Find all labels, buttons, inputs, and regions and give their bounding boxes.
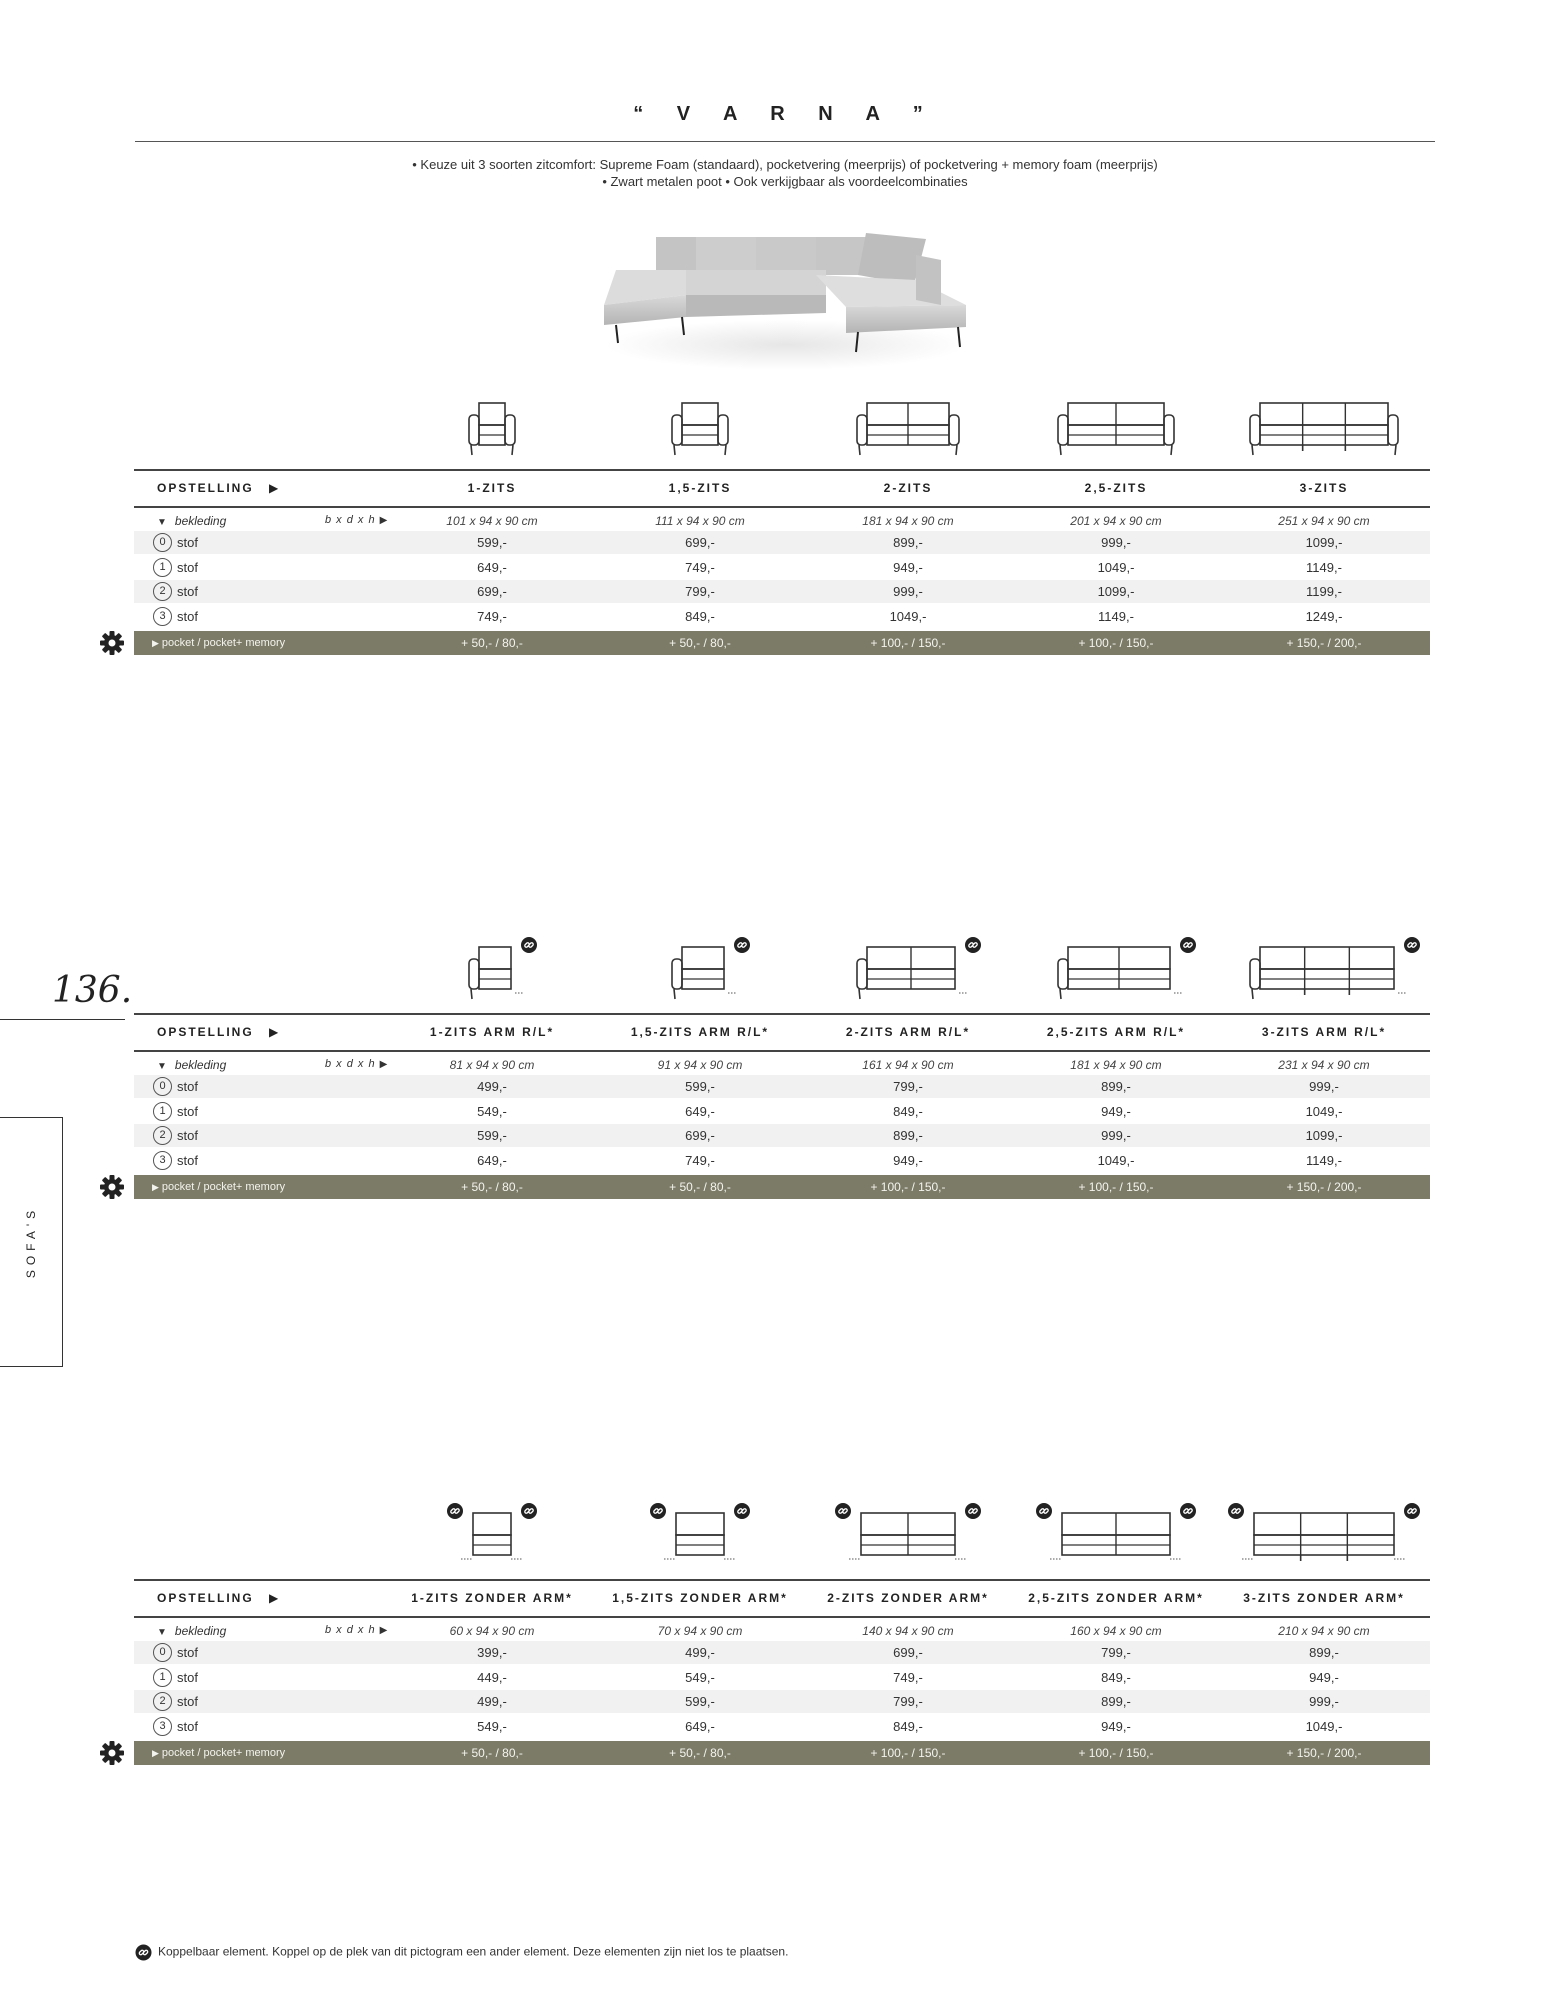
triangle-right-icon: ▶ <box>379 515 389 526</box>
column-header: 2,5-ZITS ARM R/L* <box>1046 1025 1186 1039</box>
link-icon <box>521 937 537 953</box>
price-cell: 899,- <box>893 535 923 550</box>
price-cell: 999,- <box>1309 1079 1339 1094</box>
price-cell: 1049,- <box>1097 1152 1135 1168</box>
price-cell: 399,- <box>477 1645 507 1660</box>
pocket-price: + 100,- / 150,- <box>870 1180 946 1194</box>
dimension-value: 140 x 94 x 90 cm <box>862 1624 954 1638</box>
price-cell: 1049,- <box>1097 559 1135 575</box>
dimension-value: 60 x 94 x 90 cm <box>449 1624 535 1638</box>
price-cell: 699,- <box>893 1645 923 1660</box>
sofa-outline-icon <box>444 937 540 1012</box>
dimension-value: 181 x 94 x 90 cm <box>862 514 954 528</box>
footnote <box>135 1944 788 1961</box>
link-icon <box>835 1503 851 1519</box>
sofa-outline-icon <box>1225 1503 1423 1578</box>
dimension-label: b x d x h ▶ <box>325 1624 389 1636</box>
column-header: 1-ZITS ARM R/L* <box>429 1025 555 1039</box>
price-cell: 949,- <box>1309 1669 1339 1685</box>
grade-badge: 1 <box>153 1668 172 1687</box>
sofa-outline-icon <box>832 393 984 468</box>
sofa-outline-icon <box>1033 1503 1199 1578</box>
sofa-outline-icon <box>1033 393 1199 468</box>
sofa-photo <box>596 225 976 375</box>
dimension-label: b x d x h ▶ <box>325 514 389 526</box>
price-cell: 499,- <box>477 1079 507 1094</box>
pocket-label: ▶ pocket / pocket+ memory <box>152 1747 286 1759</box>
price-cell: 999,- <box>1101 1128 1131 1144</box>
header-bottom-rule <box>134 1050 1430 1052</box>
link-icon <box>135 1944 152 1961</box>
dimension-value: 70 x 94 x 90 cm <box>657 1624 743 1638</box>
price-cell: 1099,- <box>1305 1128 1343 1144</box>
pocket-price: + 50,- / 80,- <box>669 1746 731 1760</box>
price-cell: 1049,- <box>889 608 927 624</box>
dimension-value: 201 x 94 x 90 cm <box>1070 514 1162 528</box>
triangle-right-icon: ▶ <box>152 1748 159 1758</box>
grade-badge: 3 <box>153 607 172 626</box>
price-cell: 849,- <box>685 608 715 624</box>
column-header: 1-ZITS ZONDER ARM* <box>411 1591 573 1605</box>
grade-badge: 2 <box>153 1692 172 1711</box>
price-cell: 749,- <box>685 559 715 575</box>
price-cell: 599,- <box>685 1694 715 1710</box>
header-bottom-rule <box>134 1616 1430 1618</box>
column-header: 2,5-ZITS ZONDER ARM* <box>1028 1591 1204 1605</box>
column-header: 2-ZITS <box>883 481 933 495</box>
triangle-right-icon: ▶ <box>152 1182 159 1192</box>
price-cell: 649,- <box>477 559 507 575</box>
dimension-value: 231 x 94 x 90 cm <box>1278 1058 1370 1072</box>
pocket-price: + 50,- / 80,- <box>669 636 731 650</box>
pocket-price: + 50,- / 80,- <box>461 1746 523 1760</box>
sofa-outline-icon <box>647 1503 753 1578</box>
price-cell: 499,- <box>685 1645 715 1660</box>
dimension-value: 160 x 94 x 90 cm <box>1070 1624 1162 1638</box>
sofa-outline-icon <box>444 1503 540 1578</box>
dimension-label: b x d x h ▶ <box>325 1058 389 1070</box>
column-header: 3-ZITS <box>1299 481 1349 495</box>
link-icon <box>521 1503 537 1519</box>
sofa-outline-icon <box>1225 393 1423 468</box>
price-cell: 1099,- <box>1097 584 1135 600</box>
price-cell: 1099,- <box>1305 535 1343 550</box>
triangle-right-icon: ▶ <box>269 1025 281 1039</box>
price-cell: 599,- <box>685 1079 715 1094</box>
column-header: 2,5-ZITS <box>1084 481 1148 495</box>
pocket-price: + 150,- / 200,- <box>1286 636 1362 650</box>
grade-badge: 3 <box>153 1151 172 1170</box>
link-icon <box>447 1503 463 1519</box>
sofa-outline-icon <box>832 937 984 1012</box>
triangle-right-icon: ▶ <box>152 638 159 648</box>
price-cell: 949,- <box>1101 1718 1131 1734</box>
link-icon <box>1036 1503 1052 1519</box>
pocket-price: + 100,- / 150,- <box>1078 1180 1154 1194</box>
link-icon <box>1180 1503 1196 1519</box>
column-header: 1-ZITS <box>467 481 517 495</box>
price-cell: 749,- <box>685 1152 715 1168</box>
dimension-value: 161 x 94 x 90 cm <box>862 1058 954 1072</box>
stof-label: stof <box>177 1645 198 1660</box>
sofa-outline-icon <box>1033 937 1199 1012</box>
price-cell: 599,- <box>477 535 507 550</box>
price-cell: 849,- <box>893 1718 923 1734</box>
price-cell: 999,- <box>893 584 923 600</box>
price-cell: 749,- <box>893 1669 923 1685</box>
grade-badge: 2 <box>153 1126 172 1145</box>
price-cell: 899,- <box>1309 1645 1339 1660</box>
price-cell: 1149,- <box>1098 608 1134 624</box>
price-cell: 949,- <box>893 1152 923 1168</box>
features-line-2: • Zwart metalen poot • Ook verkijgbaar als voordeelcombinaties <box>602 174 968 189</box>
column-header: 1,5-ZITS ARM R/L* <box>630 1025 770 1039</box>
link-icon <box>1404 1503 1420 1519</box>
price-cell: 1049,- <box>1305 1718 1343 1734</box>
sofa-outline-icon <box>647 937 753 1012</box>
stof-label: stof <box>177 1718 198 1734</box>
triangle-down-icon: ▼ <box>157 1061 167 1072</box>
stof-label: stof <box>177 559 198 575</box>
stof-label: stof <box>177 1128 198 1144</box>
pocket-price: + 50,- / 80,- <box>461 1180 523 1194</box>
price-cell: 949,- <box>893 559 923 575</box>
stof-label: stof <box>177 1079 198 1094</box>
page-number: 136. <box>52 970 133 1011</box>
link-icon <box>734 1503 750 1519</box>
price-cell: 499,- <box>477 1694 507 1710</box>
pocket-price: + 100,- / 150,- <box>870 1746 946 1760</box>
features-text <box>135 156 1435 190</box>
link-icon <box>965 937 981 953</box>
stof-label: stof <box>177 1103 198 1119</box>
link-icon <box>1404 937 1420 953</box>
header-top-rule <box>134 1579 1430 1581</box>
pocket-label: ▶ pocket / pocket+ memory <box>152 637 286 649</box>
price-cell: 549,- <box>477 1103 507 1119</box>
price-cell: 749,- <box>477 608 507 624</box>
grade-badge: 0 <box>153 533 172 552</box>
column-header: 3-ZITS ARM R/L* <box>1261 1025 1387 1039</box>
stof-label: stof <box>177 1669 198 1685</box>
opstelling-label: OPSTELLING ▶ <box>157 1025 281 1039</box>
dimension-value: 81 x 94 x 90 cm <box>449 1058 535 1072</box>
price-cell: 549,- <box>477 1718 507 1734</box>
gear-icon <box>99 1740 125 1766</box>
price-cell: 799,- <box>685 584 715 600</box>
gear-icon <box>99 630 125 656</box>
price-cell: 1149,- <box>1306 559 1342 575</box>
price-cell: 999,- <box>1309 1694 1339 1710</box>
grade-badge: 3 <box>153 1717 172 1736</box>
footnote-text: Koppelbaar element. Koppel op de plek van dit pictogram een ander element. Deze elementen zijn niet los te plaatsen. <box>158 1944 789 1959</box>
dimension-value: 210 x 94 x 90 cm <box>1278 1624 1370 1638</box>
price-cell: 1199,- <box>1306 584 1342 600</box>
price-cell: 799,- <box>893 1694 923 1710</box>
bekleding-label: ▼ bekleding <box>157 1058 227 1072</box>
price-cell: 649,- <box>685 1718 715 1734</box>
triangle-down-icon: ▼ <box>157 517 167 528</box>
header-top-rule <box>134 469 1430 471</box>
grade-badge: 0 <box>153 1643 172 1662</box>
price-cell: 1149,- <box>1306 1152 1342 1168</box>
price-cell: 899,- <box>1101 1079 1131 1094</box>
column-header: 2-ZITS ZONDER ARM* <box>827 1591 989 1605</box>
stof-label: stof <box>177 584 198 600</box>
side-tab <box>0 1117 63 1367</box>
price-cell: 999,- <box>1101 535 1131 550</box>
price-cell: 799,- <box>893 1079 923 1094</box>
grade-badge: 1 <box>153 1102 172 1121</box>
pocket-price: + 100,- / 150,- <box>1078 636 1154 650</box>
dimension-value: 91 x 94 x 90 cm <box>657 1058 743 1072</box>
dimension-value: 111 x 94 x 90 cm <box>655 514 745 528</box>
dimension-value: 101 x 94 x 90 cm <box>446 514 538 528</box>
link-icon <box>650 1503 666 1519</box>
link-icon <box>965 1503 981 1519</box>
stof-label: stof <box>177 608 198 624</box>
header-bottom-rule <box>134 506 1430 508</box>
dimension-value: 251 x 94 x 90 cm <box>1278 514 1370 528</box>
pocket-price: + 50,- / 80,- <box>461 636 523 650</box>
header-top-rule <box>134 1013 1430 1015</box>
bekleding-label: ▼ bekleding <box>157 1624 227 1638</box>
gear-icon <box>99 1174 125 1200</box>
price-cell: 649,- <box>477 1152 507 1168</box>
price-cell: 699,- <box>477 584 507 600</box>
sofa-outline-icon <box>444 393 540 468</box>
grade-badge: 0 <box>153 1077 172 1096</box>
column-header: 3-ZITS ZONDER ARM* <box>1243 1591 1405 1605</box>
dimension-value: 181 x 94 x 90 cm <box>1070 1058 1162 1072</box>
price-cell: 1249,- <box>1305 608 1343 624</box>
stof-label: stof <box>177 535 198 550</box>
price-cell: 899,- <box>1101 1694 1131 1710</box>
grade-badge: 1 <box>153 558 172 577</box>
column-header: 2-ZITS ARM R/L* <box>845 1025 971 1039</box>
bekleding-label: ▼ bekleding <box>157 514 227 528</box>
column-header: 1,5-ZITS <box>668 481 732 495</box>
triangle-down-icon: ▼ <box>157 1627 167 1638</box>
sofa-outline-icon <box>832 1503 984 1578</box>
pocket-price: + 50,- / 80,- <box>669 1180 731 1194</box>
stof-label: stof <box>177 1152 198 1168</box>
sofa-outline-icon <box>1225 937 1423 1012</box>
price-cell: 1049,- <box>1305 1103 1343 1119</box>
price-cell: 849,- <box>893 1103 923 1119</box>
page-number-rule <box>0 1019 125 1020</box>
triangle-right-icon: ▶ <box>379 1625 389 1636</box>
features-line-1: • Keuze uit 3 soorten zitcomfort: Supreme Foam (standaard), pocketvering (meerprijs) of pocketvering + memory foam (meerprijs) <box>412 157 1158 172</box>
price-cell: 949,- <box>1101 1103 1131 1119</box>
column-header: 1,5-ZITS ZONDER ARM* <box>612 1591 788 1605</box>
price-cell: 799,- <box>1101 1645 1131 1660</box>
opstelling-label: OPSTELLING ▶ <box>157 481 281 495</box>
pocket-price: + 100,- / 150,- <box>870 636 946 650</box>
price-cell: 899,- <box>893 1128 923 1144</box>
stof-label: stof <box>177 1694 198 1710</box>
price-cell: 449,- <box>477 1669 507 1685</box>
page-title: “ V A R N A ” <box>633 103 937 125</box>
price-cell: 849,- <box>1101 1669 1131 1685</box>
price-cell: 599,- <box>477 1128 507 1144</box>
pocket-price: + 100,- / 150,- <box>1078 1746 1154 1760</box>
pocket-price: + 150,- / 200,- <box>1286 1180 1362 1194</box>
pocket-label: ▶ pocket / pocket+ memory <box>152 1181 286 1193</box>
pocket-price: + 150,- / 200,- <box>1286 1746 1362 1760</box>
triangle-right-icon: ▶ <box>269 481 281 495</box>
link-icon <box>734 937 750 953</box>
sofa-outline-icon <box>647 393 753 468</box>
opstelling-label: OPSTELLING ▶ <box>157 1591 281 1605</box>
price-cell: 699,- <box>685 1128 715 1144</box>
title-rule <box>135 141 1435 142</box>
link-icon <box>1228 1503 1244 1519</box>
price-cell: 549,- <box>685 1669 715 1685</box>
price-cell: 649,- <box>685 1103 715 1119</box>
triangle-right-icon: ▶ <box>269 1591 281 1605</box>
side-tab-label: SOFA'S <box>24 1205 38 1279</box>
link-icon <box>1180 937 1196 953</box>
triangle-right-icon: ▶ <box>379 1059 389 1070</box>
price-cell: 699,- <box>685 535 715 550</box>
grade-badge: 2 <box>153 582 172 601</box>
